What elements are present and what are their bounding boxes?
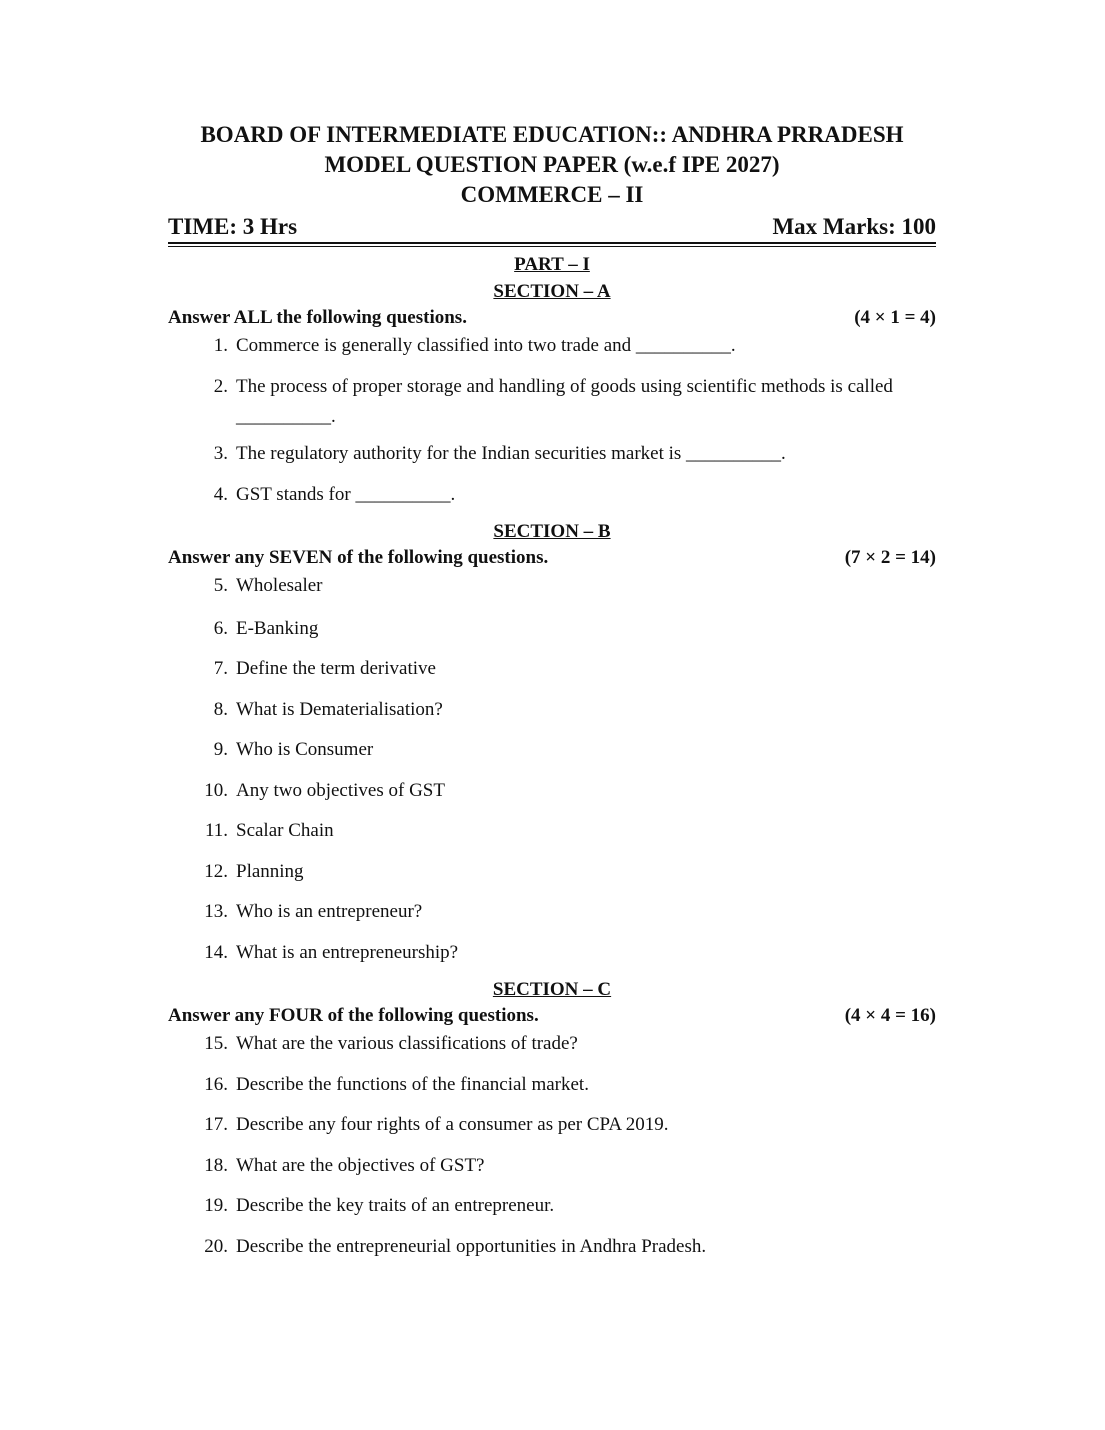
- question-number: 13.: [204, 901, 228, 922]
- paper-title: MODEL QUESTION PAPER (w.e.f IPE 2027): [324, 152, 780, 177]
- question-number: 14.: [204, 942, 228, 963]
- question-item: [198, 938, 936, 968]
- section-heading: SECTION – B: [493, 521, 611, 542]
- section-b: [168, 518, 936, 968]
- question-item: [198, 1070, 936, 1100]
- question-text: Any two objectives of GST: [236, 780, 445, 801]
- question-number: 16.: [204, 1074, 228, 1095]
- question-list: [168, 331, 936, 510]
- question-number: 4.: [213, 484, 228, 505]
- section-instruction: [168, 545, 936, 571]
- section-instruction: [168, 305, 936, 331]
- question-text: What is an entrepreneurship?: [236, 942, 459, 963]
- section-heading: SECTION – A: [493, 281, 611, 302]
- question-number: 1.: [213, 335, 228, 356]
- question-item: [198, 571, 936, 601]
- question-number: 11.: [204, 820, 228, 841]
- question-number: 2.: [213, 376, 228, 397]
- question-item: [198, 897, 936, 927]
- question-number: 8.: [213, 699, 228, 720]
- question-item: [198, 776, 936, 806]
- question-item: [198, 1232, 936, 1262]
- question-text: Describe the key traits of an entrepreneur.: [236, 1195, 555, 1216]
- subject-title: COMMERCE – II: [460, 182, 644, 207]
- time-label: TIME: 3 Hrs: [168, 214, 298, 239]
- section-c: [168, 976, 936, 1262]
- question-number: 10.: [204, 780, 228, 801]
- question-text: Describe the entrepreneurial opportunities in Andhra Pradesh.: [236, 1236, 707, 1257]
- question-text: Who is an entrepreneur?: [236, 901, 423, 922]
- question-item: [198, 372, 936, 432]
- question-item: [198, 614, 936, 644]
- header-divider: [168, 242, 936, 247]
- question-item: [198, 1110, 936, 1140]
- question-text: Scalar Chain: [236, 820, 334, 841]
- question-text: Who is Consumer: [236, 739, 374, 760]
- question-number: 3.: [213, 443, 228, 464]
- question-item: [198, 816, 936, 846]
- question-item: [198, 439, 936, 469]
- question-text: Wholesaler: [236, 575, 323, 596]
- question-item: [198, 1191, 936, 1221]
- question-text: What is Dematerialisation?: [236, 699, 443, 720]
- question-text: Planning: [236, 861, 304, 882]
- question-text: What are the various classifications of trade?: [236, 1033, 578, 1054]
- question-number: 15.: [204, 1033, 228, 1054]
- question-text: What are the objectives of GST?: [236, 1155, 485, 1176]
- question-number: 7.: [213, 658, 228, 679]
- marks-scheme: (4 × 4 = 16): [844, 1005, 936, 1026]
- question-item: [198, 857, 936, 887]
- question-number: 5.: [213, 575, 228, 596]
- question-text: E-Banking: [236, 618, 319, 639]
- max-marks-label: Max Marks: 100: [772, 214, 936, 239]
- marks-scheme: (7 × 2 = 14): [844, 547, 936, 568]
- question-text: Describe any four rights of a consumer as per CPA 2019.: [236, 1114, 669, 1135]
- question-number: 12.: [204, 861, 228, 882]
- question-number: 19.: [204, 1195, 228, 1216]
- marks-scheme: (4 × 1 = 4): [854, 307, 936, 328]
- instruction-text: Answer ALL the following questions.: [168, 307, 467, 328]
- question-item: [198, 695, 936, 725]
- question-number: 9.: [213, 739, 228, 760]
- question-item: [198, 654, 936, 684]
- question-item: [198, 735, 936, 765]
- section-a: [168, 278, 936, 510]
- question-list: [168, 571, 936, 968]
- question-text: The regulatory authority for the Indian securities market is __________.: [236, 443, 786, 464]
- question-number: 20.: [204, 1236, 228, 1257]
- part-heading: PART – I: [514, 254, 590, 275]
- question-list: [168, 1029, 936, 1262]
- question-item: [198, 1029, 936, 1059]
- question-item: [198, 480, 936, 510]
- question-number: 6.: [213, 618, 228, 639]
- section-heading: SECTION – C: [492, 979, 612, 1000]
- instruction-text: Answer any SEVEN of the following questions.: [168, 547, 549, 568]
- question-text: Define the term derivative: [236, 658, 436, 679]
- question-text: The process of proper storage and handling of goods using scientific methods is called __________.: [236, 376, 893, 427]
- question-item: [198, 1151, 936, 1181]
- question-text: Commerce is generally classified into two trade and __________.: [236, 335, 736, 356]
- section-instruction: [168, 1003, 936, 1029]
- instruction-text: Answer any FOUR of the following questions.: [168, 1005, 539, 1026]
- question-item: [198, 331, 936, 361]
- question-paper: [168, 120, 936, 1262]
- question-number: 18.: [204, 1155, 228, 1176]
- exam-meta: [168, 208, 936, 240]
- question-number: 17.: [204, 1114, 228, 1135]
- question-text: GST stands for __________.: [236, 484, 456, 505]
- board-title: BOARD OF INTERMEDIATE EDUCATION:: ANDHRA PRRADESH: [200, 122, 904, 147]
- question-text: Describe the functions of the financial market.: [236, 1074, 589, 1095]
